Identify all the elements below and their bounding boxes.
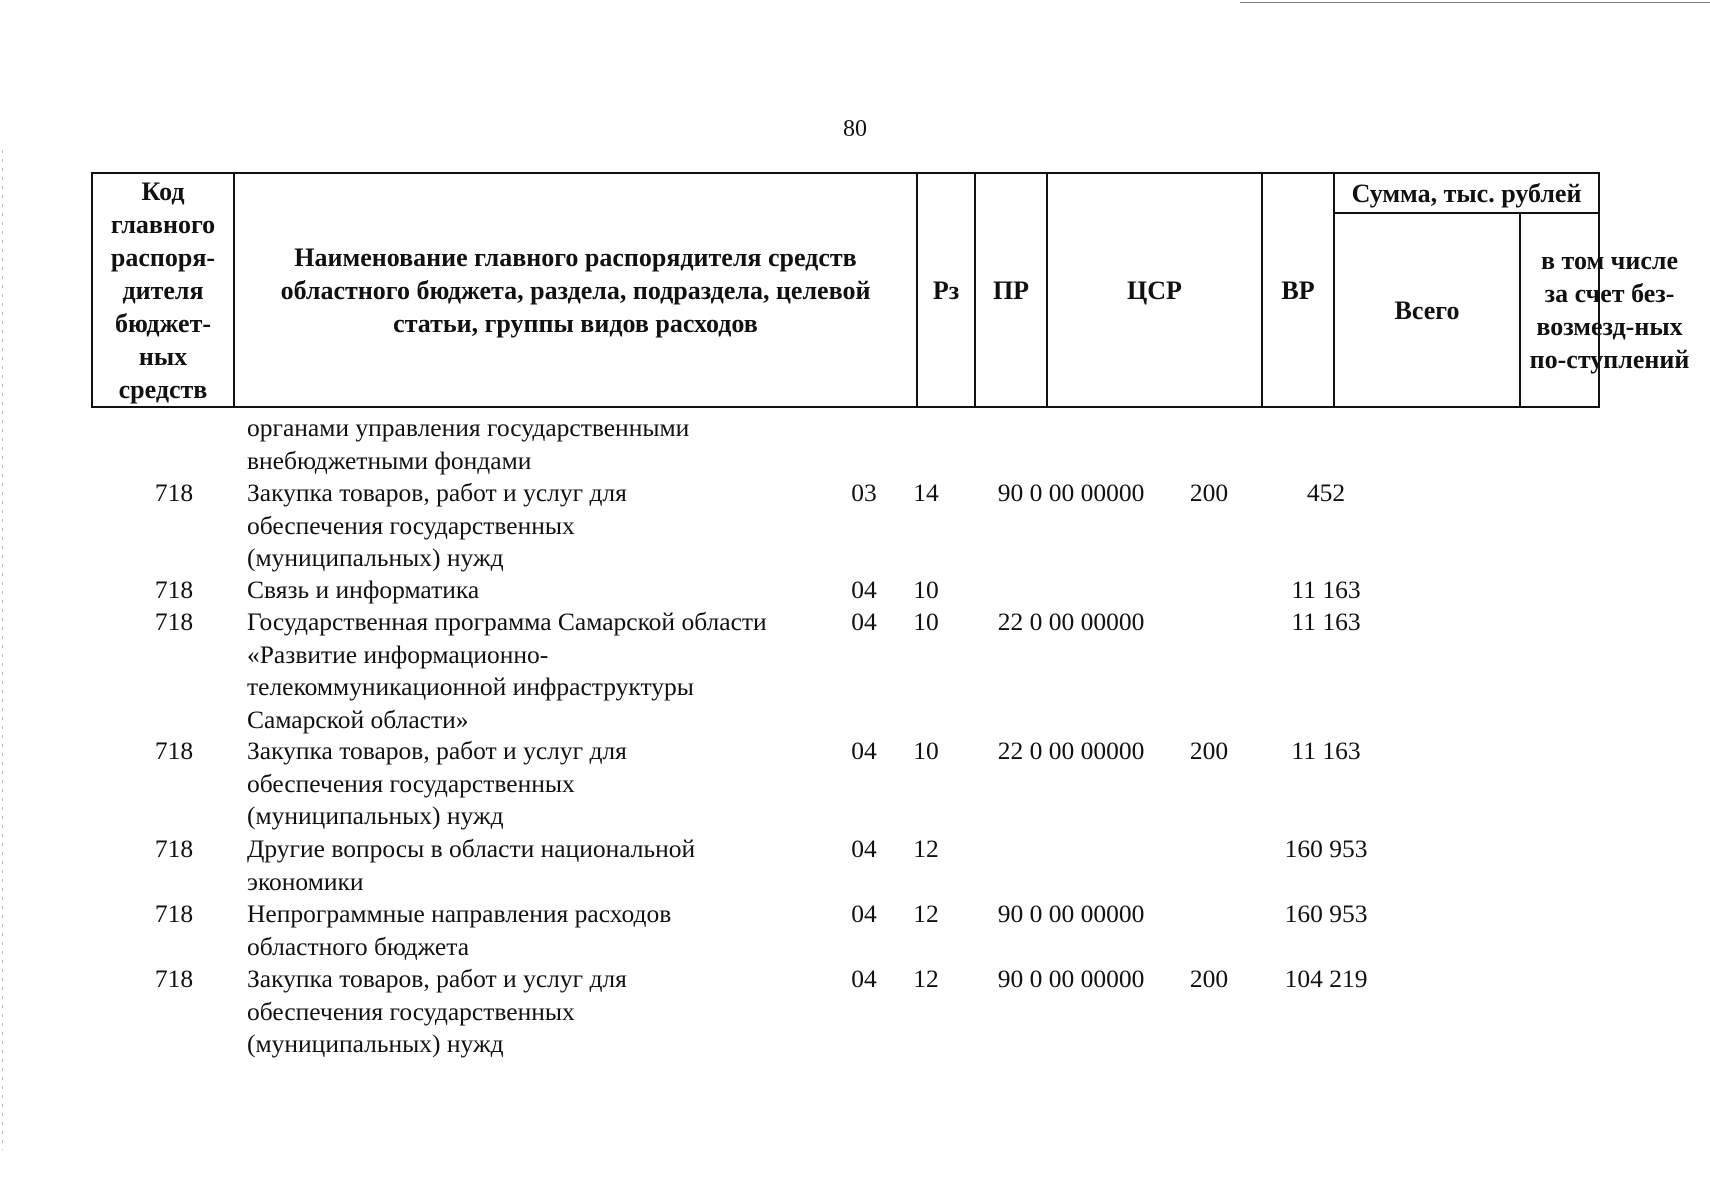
cell-pr: 10 [913,607,939,636]
table-header [91,172,1690,408]
cell-code: 718 [154,478,194,507]
cell-csr: 22 0 00 00000 [997,607,1145,636]
cell-name: Закупка товаров, работ и услуг для обеспечения государственных (муниципальных) нужд [247,478,627,572]
cell-code: 718 [154,964,194,993]
cell-name: Закупка товаров, работ и услуг для обеспечения государственных (муниципальных) нужд [247,964,627,1058]
cell-pr: 10 [913,736,939,765]
cell-total: 11 163 [1291,736,1361,765]
cell-total: 452 [1306,478,1346,507]
header-pr: ПР [992,275,1030,305]
cell-vr: 200 [1189,964,1229,993]
cell-total: 11 163 [1291,607,1361,636]
page-number: 80 [843,116,867,142]
cell-code: 718 [154,575,194,604]
cell-total: 160 953 [1284,899,1368,928]
header-vr: ВР [1281,275,1315,305]
cell-csr: 90 0 00 00000 [997,478,1145,507]
cell-code: 718 [154,834,194,863]
cell-rz: 04 [851,575,877,604]
cell-pr: 12 [913,899,939,928]
cell-name: Государственная программа Самарской области «Развитие информационно-телекоммуникационной инфраструктуры Самарской области» [247,607,767,734]
cell-pr: 12 [913,964,939,993]
cell-rz: 04 [851,964,877,993]
cell-name: Связь и информатика [247,575,480,604]
header-code: Код главного распоря-дителя бюджет-ных средств [110,176,216,404]
cell-name: Закупка товаров, работ и услуг для обеспечения государственных (муниципальных) нужд [247,736,627,830]
header-total: Всего [1394,295,1460,325]
cell-csr: 22 0 00 00000 [997,736,1145,765]
cell-name: Непрограммные направления расходов областного бюджета [247,899,672,961]
cell-vr: 200 [1189,478,1229,507]
scan-left-edge [2,150,3,1150]
cell-code: 718 [154,607,194,636]
cell-rz: 04 [851,834,877,863]
header-name: Наименование главного распорядителя средств областного бюджета, раздела, подраздела, целевой статьи, группы видов расходов [280,242,871,338]
cell-total: 11 163 [1291,575,1361,604]
cell-csr: 90 0 00 00000 [997,964,1145,993]
header-rz: Рз [932,275,960,305]
header-sum: Сумма, тыс. рублей [1351,178,1582,208]
cell-rz: 04 [851,899,877,928]
cell-code: 718 [154,899,194,928]
cell-total: 104 219 [1284,964,1368,993]
cell-rz: 04 [851,736,877,765]
cell-name: органами управления государственными внебюджетными фондами [247,413,690,475]
cell-pr: 12 [913,834,939,863]
cell-rz: 04 [851,607,877,636]
cell-code: 718 [154,736,194,765]
cell-pr: 14 [913,478,939,507]
cell-pr: 10 [913,575,939,604]
cell-name: Другие вопросы в области национальной экономики [247,834,696,896]
cell-csr: 90 0 00 00000 [997,899,1145,928]
cell-total: 160 953 [1284,834,1368,863]
header-csr: ЦСР [1127,275,1182,305]
cell-vr: 200 [1189,736,1229,765]
scan-edge-line [1240,2,1710,3]
header-free: в том числе за счет без-возмезд-ных по-ступлений [1529,246,1690,374]
cell-rz: 03 [851,478,877,507]
